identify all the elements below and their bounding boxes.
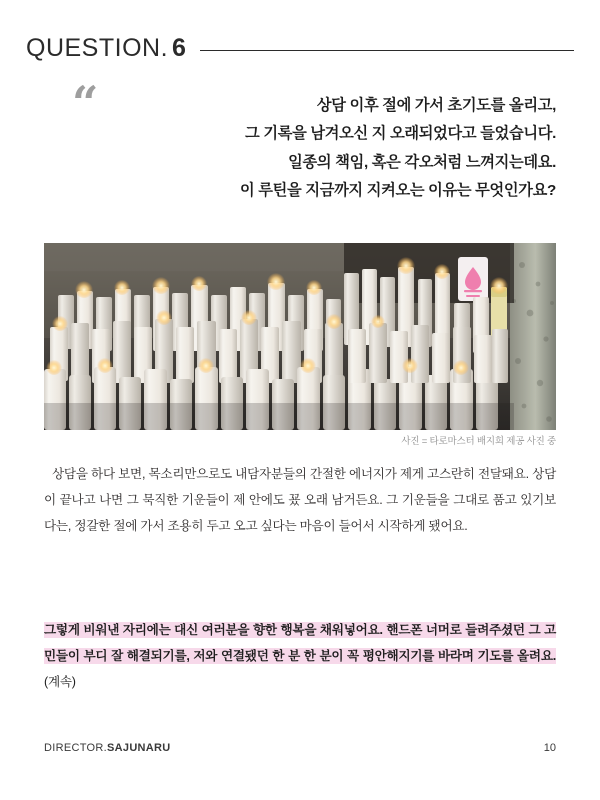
quote-line: 그 기록을 남겨오신 지 오래되었다고 들었습니다. <box>245 125 556 143</box>
quote-line: 상담 이후 절에 가서 초기도를 올리고, <box>316 97 556 114</box>
question-label: QUESTION. <box>26 33 169 62</box>
quote-line: 이 루틴을 지금까지 지켜오는 이유는 무엇인가요? <box>240 181 556 199</box>
photo-credit: 사진 = 타로마스터 배지희 제공 사진 중 <box>401 436 556 447</box>
page-footer <box>44 742 556 754</box>
page-header <box>26 28 574 68</box>
continuation-note: (계속) <box>44 674 76 689</box>
highlighted-paragraph <box>44 618 556 695</box>
footer-brand: SAJUNARU <box>107 742 171 754</box>
article-body <box>44 462 556 539</box>
body-paragraph <box>44 462 556 539</box>
footer-credit <box>44 742 171 754</box>
question-quote <box>60 92 556 205</box>
footer-prefix: DIRECTOR. <box>44 742 108 754</box>
temple-candles-photo <box>44 243 556 430</box>
page-title <box>26 34 186 63</box>
header-divider <box>200 50 574 51</box>
quote-line: 일종의 책임, 혹은 각오처럼 느껴지는데요. <box>288 153 556 171</box>
quote-mark-icon: “ <box>72 76 97 130</box>
page-number: 10 <box>543 742 556 754</box>
highlighted-text: 그렇게 비워낸 자리에는 대신 여러분을 향한 행복을 채워넣어요. 핸드폰 너머로 들려주셨던 그 고민들이 부디 잘 해결되기를, 저와 연결됐던 한 분 한 분이 꼭 평안해지기를 바라며 기도를 올려요. <box>44 623 556 663</box>
body-paragraph-text: 상담을 하다 보면, 목소리만으로도 내담자분들의 간절한 에너지가 제게 고스란히 전달돼요. 상담이 끝나고 나면 그 묵직한 기운들이 제 안에도 꾰 오래 남거든요. 그 기운들을 그대로 품고 있기보다는, 정갈한 절에 가서 조용히 두고 오고 싶다는 마음이 들어서 시작하게 됐어요. <box>44 467 556 533</box>
question-number: 6 <box>172 33 187 62</box>
